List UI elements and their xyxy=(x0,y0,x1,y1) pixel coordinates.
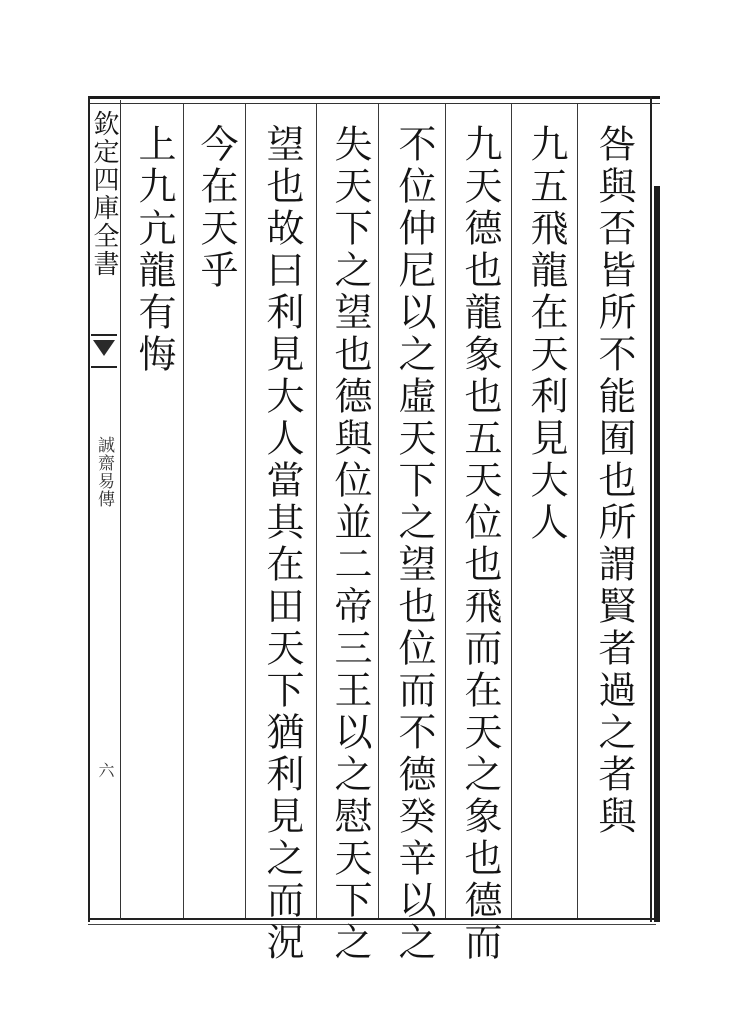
fish-tail-ornament xyxy=(91,334,117,368)
text-column-3: 九天德也龍象也五天位也飛而在天之象也德而 xyxy=(458,124,502,964)
margin-divider xyxy=(120,100,121,920)
column-rule xyxy=(316,104,317,918)
text-column-5: 失天下之望也德與位並二帝三王以之慰天下之 xyxy=(328,124,372,964)
frame-top-border xyxy=(88,96,660,99)
column-rule xyxy=(378,104,379,918)
text-column-2: 九五飛龍在天利見大人 xyxy=(524,124,568,544)
text-column-7: 今在天乎 xyxy=(194,124,238,292)
text-column-8: 上九亢龍有悔 xyxy=(132,124,176,376)
margin-page-number: 六 xyxy=(96,762,115,778)
column-rule xyxy=(577,104,578,918)
frame-right-thick-border xyxy=(654,186,660,922)
frame-right-border xyxy=(650,96,652,922)
column-rule xyxy=(511,104,512,918)
text-column-1: 咎與否皆所不能囿也所謂賢者過之者與 xyxy=(592,124,636,838)
frame-top-inner-border xyxy=(88,103,660,104)
column-rule xyxy=(183,104,184,918)
column-rule xyxy=(245,104,246,918)
column-rule xyxy=(445,104,446,918)
text-column-6: 望也故曰利見大人當其在田天下猶利見之而況 xyxy=(260,124,304,964)
margin-book-title: 誠齋易傳 xyxy=(94,436,114,508)
margin-collection-title: 欽定四庫全書 xyxy=(89,110,119,278)
text-column-4: 不位仲尼以之虛天下之望也位而不德癸辛以之 xyxy=(392,124,436,964)
